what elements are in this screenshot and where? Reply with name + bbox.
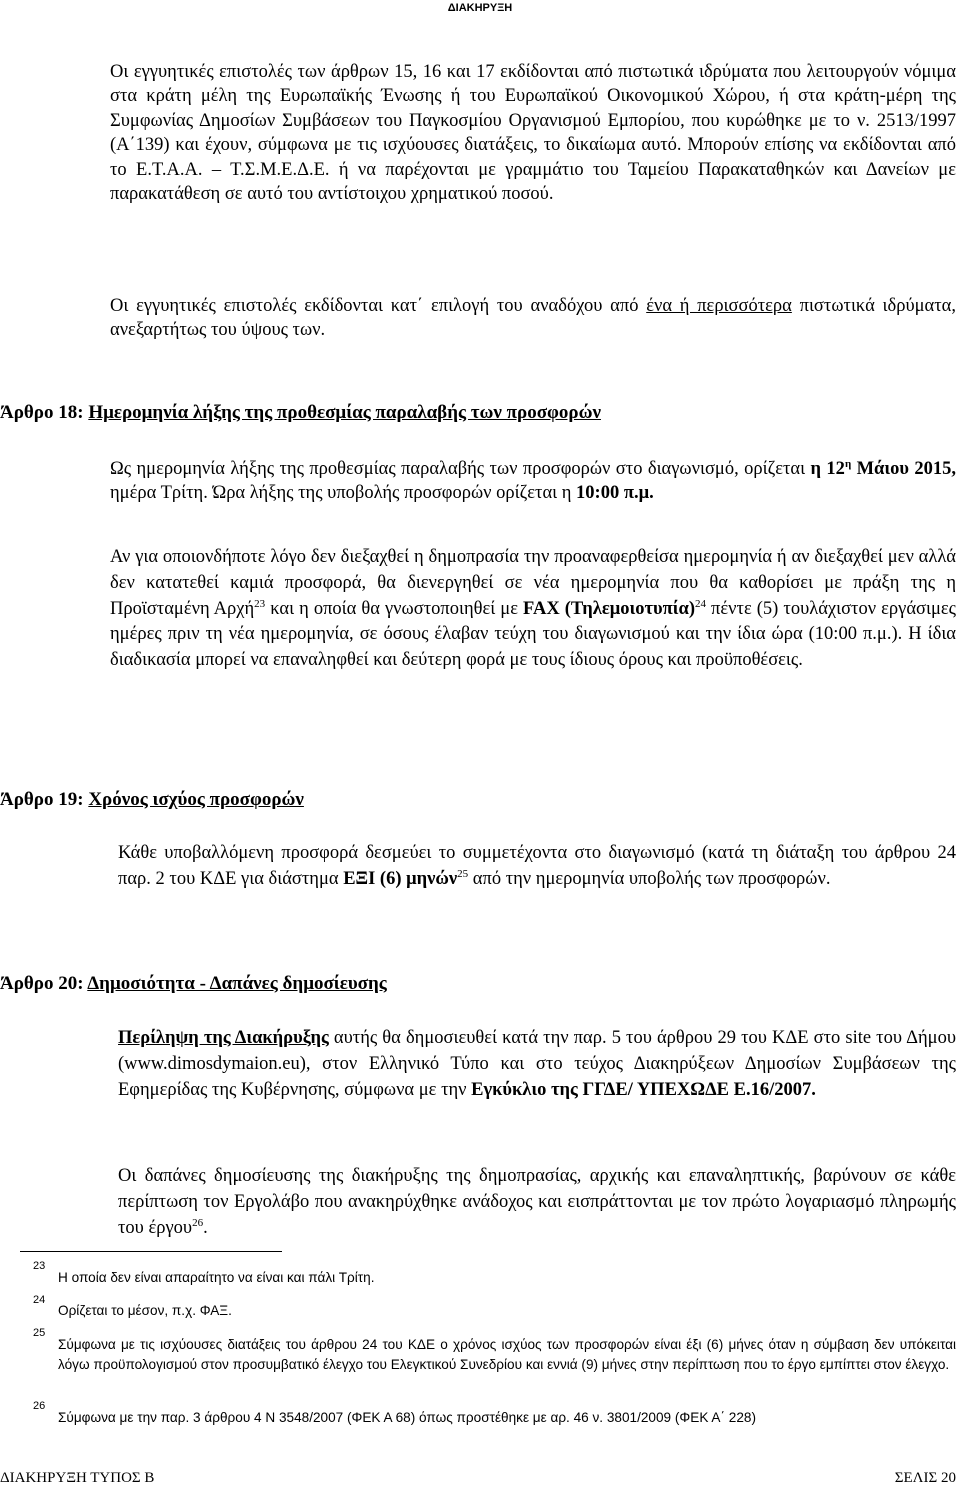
footer-left: ΔΙΑΚΗΡΥΞΗ ΤΥΠΟΣ Β (0, 1470, 155, 1486)
article-19-heading: Άρθρο 19: Χρόνος ισχύος προσφορών (0, 789, 304, 810)
footnote-ref-23: 23 (254, 597, 266, 610)
article-18-paragraph-1: Ως ημερομηνία λήξης της προθεσμίας παραλαβής των προσφορών στο διαγωνισμό, ορίζεται η $12^\eta$ Μάιου 2015, ημέρα Τρίτη. Ώρα λήξης της υποβολής προσφορών ορίζεται η 10:00 π.μ. (110, 457, 956, 504)
footnote-number-25: 25 (33, 1327, 46, 1339)
article-20-paragraph-1: Περίληψη της Διακήρυξης αυτής θα δημοσιευθεί κατά την παρ. 5 του άρθρου 29 του ΚΔΕ στο site του Δήμου (www.dimosdymaion.eu), στον Ελληνικό Τύπο και στο τεύχος Διακηρύξεων Δημοσίων Συμβάσεων της Εφημερίδας της Κυβέρνησης, σύμφωνα με την Εγκύκλιο της ΓΓΔΕ/ ΥΠΕΧΩΔΕ Ε.16/2007. (118, 1028, 956, 1100)
article-18-paragraph-2: Αν για οποιονδήποτε λόγο δεν διεξαχθεί η δημοπρασία την προαναφερθείσα ημερομηνία ή αν διεξαχθεί μεν αλλά δεν κατατεθεί καμιά προσφορά, θα διενεργηθεί σε νέα ημερομηνία που θα καθορίσει με πράξη της η Προϊσταμένη Αρχή$^{23}$ και η οποία θα γνωστοποιηθεί με FAX $(T\eta\lambda\varepsilon\mu o\iota o\tau\upsilon\pi ί\alpha)^{24}$ πέντε (5) τουλάχιστον εργάσιμες ημέρες πριν τη νέα ημερομηνία, σε όσους έλαβαν τεύχη του διαγωνισμού και την ίδια ώρα (10:00 π.μ.). Η ίδια διαδικασία μπορεί να επαναληφθεί και δεύτερη φορά με τους ίδιους όρους και προϋποθέσεις. (110, 547, 956, 671)
footnote-ref-24: 24 (694, 597, 706, 610)
intro-paragraph-1: Οι εγγυητικές επιστολές των άρθρων 15, 16 και 17 εκδίδονται από πιστωτικά ιδρύματα που λειτουργούν νόμιμα στα κράτη μέλη της Ευρωπαϊκής Ένωσης ή του Ευρωπαϊκού Οικονομικού Χώρου, ή στα κράτη-μέρη της Συμφωνίας Δημοσίων Συμβάσεων του Παγκοσμίου Οργανισμού Εμπορίου, που κυρώθηκε με το ν. 2513/1997 (Α΄139) και έχουν, σύμφωνα με τις ισχύουσες διατάξεις, το δικαίωμα αυτό. Μπορούν επίσης να εκδίδονται από το Ε.Τ.Α.Α. – Τ.Σ.Μ.Ε.Δ.Ε. ή να παρέχονται με γραμμάτιο του Ταμείου Παρακαταθηκών και Δανείων με παρακατάθεση σε αυτό του αντίστοιχου χρηματικού ποσού. (110, 62, 956, 205)
footnote-number-26: 26 (33, 1400, 46, 1412)
footnote-ref-26: 26 (192, 1216, 204, 1229)
article-19-paragraph: Κάθε υποβαλλόμενη προσφορά δεσμεύει το συμμετέχοντα στο διαγωνισμό (κατά τη διάταξη του άρθρου 24 παρ. 2 του ΚΔΕ για διάστημα ΕΞΙ (6) μηνών$^{25}$ από την ημερομηνία υποβολής των προσφορών. (118, 843, 956, 889)
footnote-number-23: 23 (33, 1260, 46, 1272)
article-20-heading: Άρθρο 20: Δημοσιότητα - Δαπάνες δημοσίευσης (0, 973, 387, 994)
underlined-phrase: ένα ή περισσότερα (646, 296, 792, 316)
footnote-ref-25: 25 (457, 867, 469, 880)
footnote-26: Σύμφωνα με την παρ. 3 άρθρου 4 Ν 3548/2007 (ΦΕΚ Α 68) όπως προστέθηκε με αρ. 46 ν. 3801/2009 (ΦΕΚ Α΄ 228) (58, 1410, 756, 1425)
intro-paragraph-2: Οι εγγυητικές επιστολές εκδίδονται κατ΄ επιλογή του αναδόχου από ένα ή περισσότερα πιστωτικά ιδρύματα, ανεξαρτήτως του ύψους των. (110, 296, 956, 341)
footnote-23: Η οποία δεν είναι απαραίτητο να είναι και πάλι Τρίτη. (58, 1270, 375, 1285)
article-20-paragraph-2: Οι δαπάνες δημοσίευσης της διακήρυξης της δημοπρασίας, αρχικής και επαναληπτικής, βαρύνουν σε κάθε περίπτωση τον Εργολάβο που ανακηρύχθηκε ανάδοχος και εισπράττονται με τον πρώτο λογαριασμό πληρωμής του έργου$^{26}$. (118, 1166, 956, 1238)
footnote-25: Σύμφωνα με τις ισχύουσες διατάξεις του άρθρου 24 του ΚΔΕ ο χρόνος ισχύος των προσφορών είναι έξι (6) μήνες όταν η σύμβαση δεν υπόκειται λόγω προϋπολογισμού στον προσυμβατικό έλεγχο του Ελεγκτικού Συνεδρίου και εννιά (9) μήνες στην περίπτωση που το έργο εμπίπτει στον έλεγχο. (58, 1337, 956, 1372)
footnote-number-24: 24 (33, 1294, 46, 1306)
footnote-separator (20, 1251, 282, 1252)
footnote-24: Ορίζεται το μέσον, π.χ. ΦΑΞ. (58, 1303, 232, 1318)
article-18-heading: Άρθρο 18: Ημερομηνία λήξης της προθεσμίας παραλαβής των προσφορών (0, 402, 601, 423)
footer-page-number: ΣΕΛΙΣ 20 (894, 1470, 956, 1486)
page-header: ΔΙΑΚΗΡΥΞΗ (447, 2, 513, 14)
